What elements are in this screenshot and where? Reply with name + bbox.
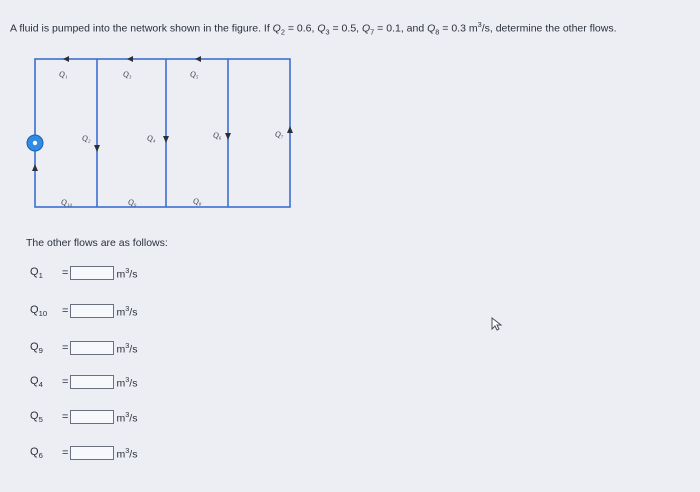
arrow-up-icon [32, 164, 38, 171]
unit-label: $m^3/s$ [116, 340, 138, 356]
network-figure [0, 0, 700, 235]
unit-label: $m^3/s$ [116, 374, 138, 390]
arrow-left-icon [127, 56, 133, 62]
label-q9: Q₉ [128, 198, 137, 207]
arrow-down-icon [94, 145, 100, 152]
q10-input[interactable] [70, 304, 114, 318]
label-q1: Q₁ [59, 70, 68, 79]
label-q2: Q₂ [82, 134, 91, 143]
flow-arrows [32, 56, 293, 171]
answer-row-q6: $Q_6$ = $m^3/s$ [30, 445, 138, 461]
arrow-down-icon [163, 136, 169, 143]
answer-row-q10: $Q_{10}$ = $m^3/s$ [30, 303, 138, 319]
answer-row-q4: $Q_4$ = $m^3/s$ [30, 374, 138, 390]
label-q5: Q₅ [190, 70, 199, 79]
unit-label: $m^3/s$ [116, 303, 138, 319]
mouse-cursor-icon [491, 317, 503, 331]
var-label: $Q_1$ [30, 265, 43, 281]
outer-loop [35, 59, 290, 207]
label-q6: Q₆ [213, 131, 222, 140]
label-q10: Q₁₀ [61, 198, 73, 207]
arrow-down-icon [225, 133, 231, 140]
answer-row-q5: $Q_5$ = $m^3/s$ [30, 409, 138, 425]
var-label: $Q_6$ [30, 445, 43, 461]
q6-input[interactable] [70, 446, 114, 460]
arrow-up-icon [287, 126, 293, 133]
arrow-left-icon [195, 56, 201, 62]
var-label: $Q_4$ [30, 374, 43, 390]
q9-input[interactable] [70, 341, 114, 355]
problem-statement: A fluid is pumped into the network shown in the figure. If $Q_2 = 0.6$, $Q_3 = 0.5$, $Q_7 = 0.1$, and $Q_8 = 0.3$ $m^3/s$, determine the other flows. [10, 20, 617, 37]
unit-label: $m^3/s$ [116, 409, 138, 425]
answer-row-q9: $Q_9$ = $m^3/s$ [30, 340, 138, 356]
var-label: $Q_{10}$ [30, 303, 48, 319]
answer-row-q1: $Q_1$ = $m^3/s$ [30, 265, 138, 281]
answers-heading: The other flows are as follows: [26, 237, 168, 249]
label-q3-top: Q₃ [123, 70, 132, 79]
q5-input[interactable] [70, 410, 114, 424]
unit-label: $m^3/s$ [116, 445, 138, 461]
unit-label: $m^3/s$ [116, 265, 138, 281]
label-q8: Q₈ [193, 197, 202, 206]
q1-input[interactable] [70, 266, 114, 280]
label-q7: Q₇ [275, 130, 284, 139]
q4-input[interactable] [70, 375, 114, 389]
label-q4: Q₄ [147, 134, 156, 143]
var-label: $Q_9$ [30, 340, 43, 356]
arrow-left-icon [63, 56, 69, 62]
pump-icon [27, 135, 43, 151]
pipe-network [35, 59, 290, 207]
var-label: $Q_5$ [30, 409, 43, 425]
